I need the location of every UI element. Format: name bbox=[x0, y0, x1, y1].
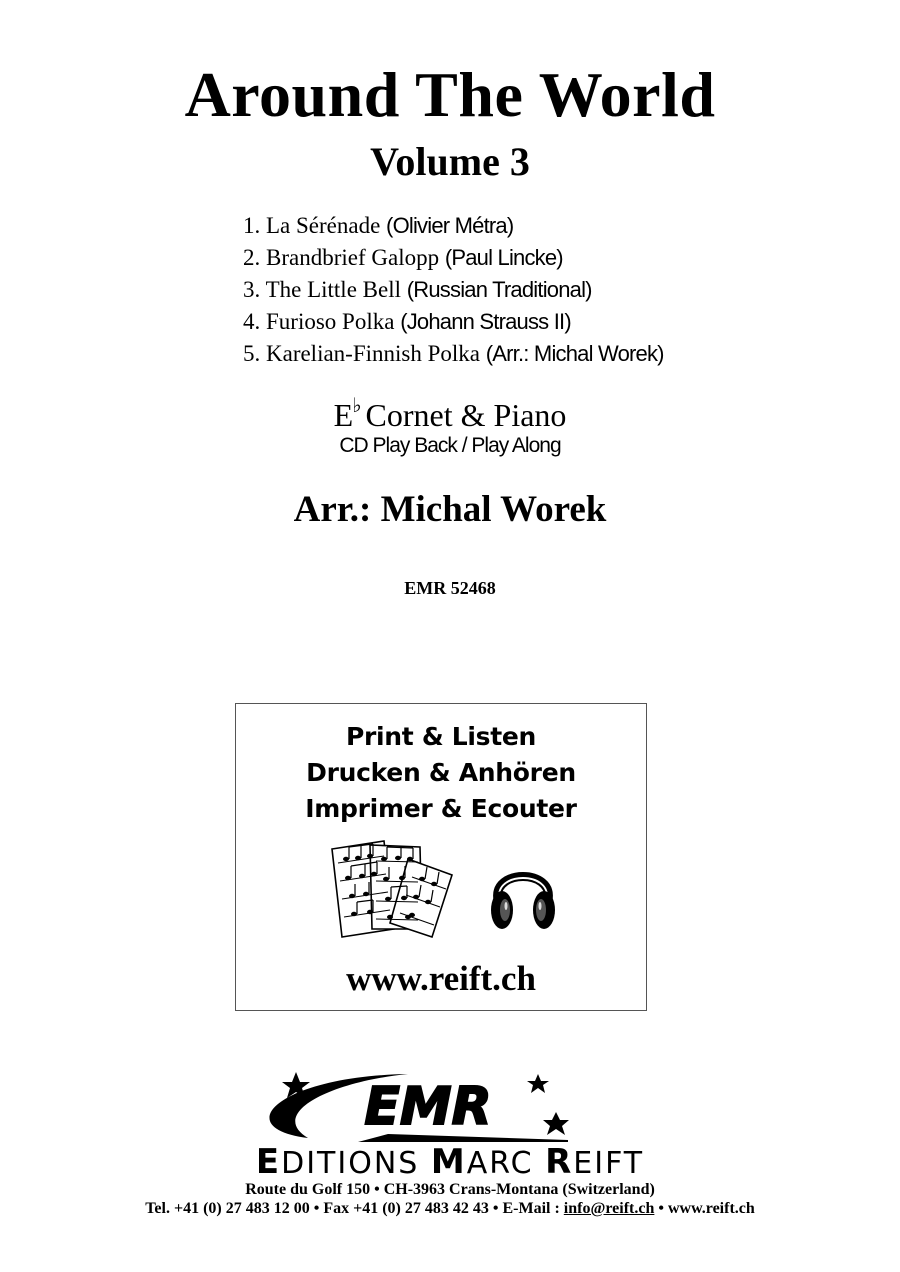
emr-logo bbox=[238, 1070, 658, 1142]
publisher-name bbox=[0, 1142, 900, 1182]
promo-line-fr: Imprimer & Ecouter bbox=[305, 794, 577, 823]
track-item bbox=[243, 242, 863, 274]
track-composer: (Olivier Métra) bbox=[386, 213, 514, 238]
track-item bbox=[243, 338, 863, 370]
publisher-name-cap: M bbox=[430, 1142, 467, 1182]
catalog-code: EMR 52468 bbox=[404, 578, 496, 598]
instrumentation bbox=[0, 393, 900, 434]
publisher-contact bbox=[0, 1200, 900, 1218]
promo-line-de: Drucken & Anhören bbox=[306, 758, 576, 787]
promo-url[interactable]: www.reift.ch bbox=[346, 959, 536, 998]
track-composer: (Russian Traditional) bbox=[406, 277, 592, 302]
sheet-music-icon bbox=[328, 837, 458, 939]
publisher-name-cap: E bbox=[255, 1142, 282, 1182]
page-title: Around The World bbox=[184, 59, 716, 130]
flat-sign: ♭ bbox=[352, 395, 362, 417]
publisher-name-rest: ARC bbox=[466, 1146, 546, 1181]
track-piece: 5. Karelian-Finnish Polka bbox=[243, 341, 480, 366]
track-piece: 1. La Sérénade bbox=[243, 213, 381, 238]
contact-email-link[interactable]: info@reift.ch bbox=[563, 1200, 655, 1217]
volume-subtitle: Volume 3 bbox=[370, 139, 530, 184]
track-piece: 4. Furioso Polka bbox=[243, 309, 395, 334]
track-piece: 2. Brandbrief Galopp bbox=[243, 245, 440, 270]
track-item bbox=[243, 274, 863, 306]
contact-website: • www.reift.ch bbox=[654, 1200, 755, 1217]
cd-line: CD Play Back / Play Along bbox=[339, 434, 561, 457]
headphones-icon bbox=[488, 854, 558, 934]
track-item bbox=[243, 306, 863, 338]
arranger: Arr.: Michal Worek bbox=[293, 489, 607, 530]
publisher-name-rest: DITIONS bbox=[281, 1146, 431, 1181]
publisher-name-cap: R bbox=[545, 1142, 574, 1182]
emr-logo-letters: EMR bbox=[364, 1077, 492, 1137]
track-composer: (Johann Strauss II) bbox=[400, 309, 571, 334]
track-item bbox=[243, 210, 863, 242]
print-listen-box bbox=[235, 703, 647, 1011]
contact-phone-fax: Tel. +41 (0) 27 483 12 00 • Fax +41 (0) 27 483 42 43 • E-Mail : bbox=[145, 1200, 564, 1217]
publisher-address: Route du Golf 150 • CH-3963 Crans-Montana (Switzerland) bbox=[245, 1181, 655, 1198]
instrument-name: Cornet & Piano bbox=[365, 397, 567, 433]
track-list bbox=[243, 210, 863, 370]
publisher-name-rest: EIFT bbox=[573, 1146, 645, 1181]
instrument-key: E bbox=[333, 397, 354, 433]
promo-line-en: Print & Listen bbox=[345, 722, 537, 751]
track-composer: (Paul Lincke) bbox=[444, 245, 563, 270]
track-composer: (Arr.: Michal Worek) bbox=[485, 341, 664, 366]
track-piece: 3. The Little Bell bbox=[243, 277, 401, 302]
